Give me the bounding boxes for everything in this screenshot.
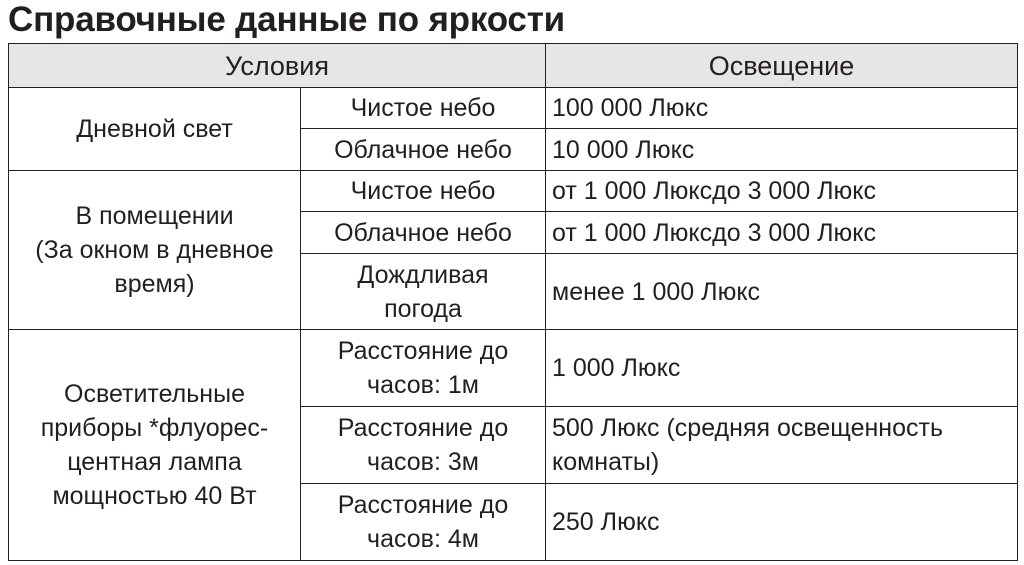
subcondition-cell	[301, 254, 546, 330]
illumination-line: комнаты)	[552, 448, 660, 476]
subcondition-line: Дождливая	[357, 260, 489, 289]
illumination-line: 10 000 Люкс	[552, 135, 695, 164]
illumination-cell	[546, 254, 1018, 330]
table-row	[9, 88, 1018, 129]
subcondition-line: погода	[384, 294, 462, 323]
condition-daylight	[9, 88, 301, 171]
header-conditions: Условия	[9, 44, 546, 88]
subcondition-cell	[301, 212, 546, 254]
illumination-line: 100 000 Люкс	[552, 94, 709, 122]
condition-line: (За окном в дневное	[35, 236, 274, 264]
subcondition-line: Чистое небо	[350, 177, 496, 205]
header-illumination: Освещение	[546, 44, 1018, 88]
illumination-cell	[546, 88, 1018, 129]
table-row	[9, 330, 1018, 407]
condition-line: время)	[114, 270, 195, 298]
illumination-cell	[546, 212, 1018, 254]
subcondition-line: часов: 1м	[367, 371, 479, 399]
brightness-reference-table	[8, 43, 1018, 561]
illumination-line: 1 000 Люкс	[552, 354, 681, 382]
subcondition-line: Расстояние до	[337, 414, 509, 442]
illumination-cell	[546, 407, 1018, 484]
subcondition-line: Чистое небо	[350, 94, 496, 122]
condition-line: центная лампа	[67, 448, 242, 476]
subcondition-line: часов: 3м	[367, 448, 479, 476]
subcondition-cell	[301, 88, 546, 129]
condition-line: мощностью 40 Вт	[52, 482, 257, 510]
illumination-cell	[546, 484, 1018, 561]
illumination-cell	[546, 330, 1018, 407]
condition-indoors	[9, 171, 301, 330]
subcondition-line: Облачное небо	[334, 218, 512, 247]
illumination-line: 500 Люкс (средняя освещенность	[552, 414, 943, 442]
page-title: Справочные данные по яркости	[8, 0, 565, 39]
condition-line: Дневной свет	[76, 115, 233, 143]
illumination-cell	[546, 129, 1018, 171]
illumination-line: 250 Люкс	[552, 508, 660, 536]
condition-line: В помещении	[75, 202, 234, 230]
subcondition-line: Облачное небо	[334, 135, 512, 164]
subcondition-cell	[301, 171, 546, 212]
condition-line: приборы *флуорес-	[40, 414, 269, 442]
subcondition-cell	[301, 407, 546, 484]
illumination-line: от 1 000 Люксдо 3 000 Люкс	[552, 177, 876, 205]
condition-line: Осветительные	[64, 380, 245, 408]
condition-lighting-devices	[9, 330, 301, 561]
table-header-row	[9, 44, 1018, 88]
illumination-line: от 1 000 Люксдо 3 000 Люкс	[552, 218, 876, 247]
illumination-line: менее 1 000 Люкс	[552, 277, 761, 306]
subcondition-line: Расстояние до	[337, 491, 509, 519]
subcondition-cell	[301, 129, 546, 171]
subcondition-line: Расстояние до	[337, 337, 509, 365]
subcondition-line: часов: 4м	[367, 525, 479, 553]
subcondition-cell	[301, 484, 546, 561]
table-row	[9, 171, 1018, 212]
illumination-cell	[546, 171, 1018, 212]
subcondition-cell	[301, 330, 546, 407]
